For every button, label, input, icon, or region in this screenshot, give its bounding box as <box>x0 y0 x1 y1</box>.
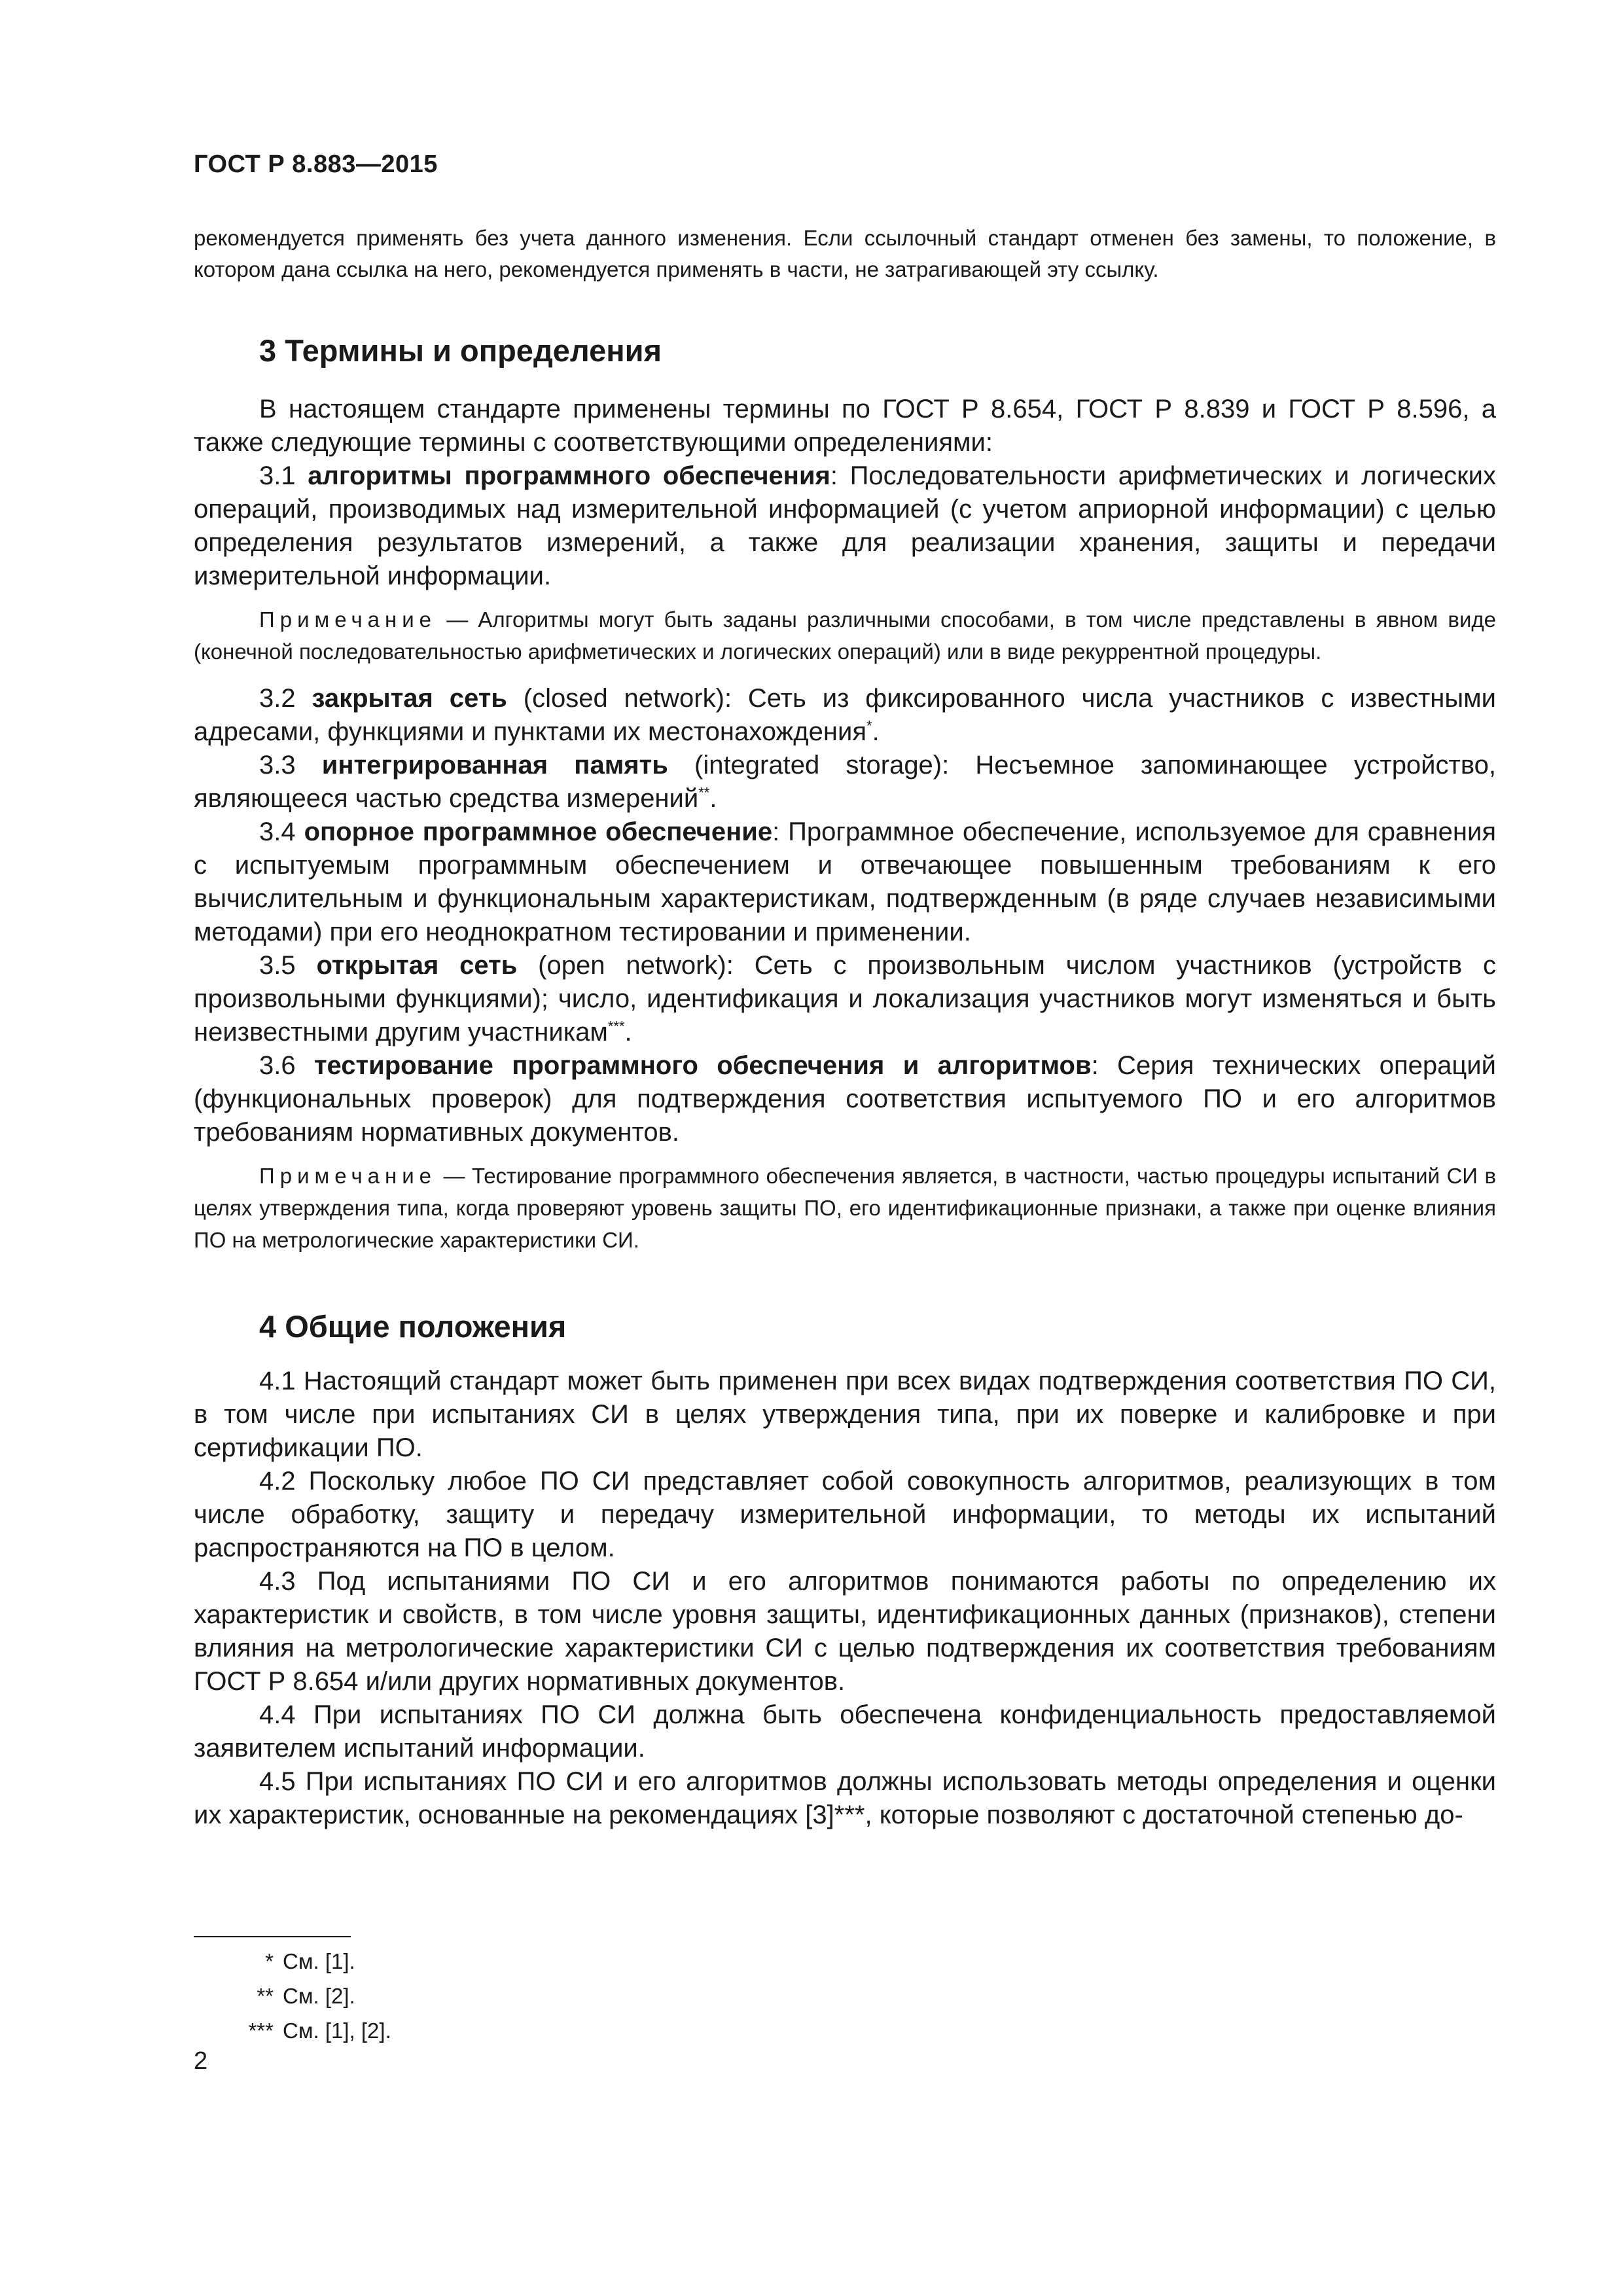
footnote-ref: ** <box>698 784 710 801</box>
footnotes <box>194 1944 391 2048</box>
term-3-6 <box>194 1049 1496 1149</box>
term-3-2 <box>194 682 1496 749</box>
term-number: 3.6 <box>259 1051 296 1080</box>
footnote-text: См. [1], [2]. <box>283 2018 391 2043</box>
term-3-3 <box>194 749 1496 816</box>
term-number: 3.1 <box>259 461 296 490</box>
footnote-mark: *** <box>248 2018 274 2043</box>
standard-header: ГОСТ Р 8.883—2015 <box>194 151 438 178</box>
term-name: алгоритмы программного обеспечения <box>308 461 830 490</box>
paragraph-4-2: 4.2 Поскольку любое ПО СИ представляет собой совокупность алгоритмов, реализующих в том числе обработку, защиту и передачу измерительной информации, то методы их испытаний распространяются на ПО в целом. <box>194 1467 1496 1562</box>
term-3-1 <box>194 459 1496 593</box>
term-number: 3.2 <box>259 684 296 713</box>
footnote-text: См. [1]. <box>283 1949 355 1973</box>
paragraph-4-5: 4.5 При испытаниях ПО СИ и его алгоритмов должны использовать методы определения и оценки их характеристик, основанные на рекомендациях [3]***, которые позволяют с достаточной степенью до- <box>194 1767 1496 1829</box>
paragraph-4-3: 4.3 Под испытаниями ПО СИ и его алгоритмов понимаются работы по определению их характеристик и свойств, в том числе уровня защиты, идентификационных данных (признаков), степени влияния на метрологические характеристики СИ с целью подтверждения их соответствия требованиям ГОСТ Р 8.654 и/или других нормативных документов. <box>194 1567 1496 1696</box>
term-end: . <box>872 717 880 746</box>
term-name: закрытая сеть <box>312 684 507 713</box>
term-name: опорное программное обеспечение <box>304 817 773 846</box>
section-4-heading: 4 Общие положения <box>259 1309 567 1344</box>
page-number: 2 <box>194 2047 208 2075</box>
term-number: 3.3 <box>259 751 296 780</box>
term-end: . <box>624 1018 632 1047</box>
term-3-4 <box>194 816 1496 949</box>
term-definition: (closed network): Сеть из фиксированного числа участников с известными адресами, функциями и пунктами их местонахождения <box>194 684 1496 746</box>
note-text: — Алгоритмы могут быть заданы различными способами, в том числе представлены в явном виде (конечной последовательностью арифметических и логических операций) или в виде рекуррентной процедуры. <box>194 607 1496 664</box>
term-name: тестирование программного обеспечения и алгоритмов <box>313 1051 1092 1080</box>
term-number: 3.5 <box>259 951 296 980</box>
footnote-text: См. [2]. <box>283 1984 355 2008</box>
note-text: — Тестирование программного обеспечения является, в частности, частью процедуры испытаний СИ в целях утверждения типа, когда проверяют уровень защиты ПО, его идентификационные признаки, а также при оценке влияния ПО на метрологические характеристики СИ. <box>194 1164 1496 1252</box>
footnote-ref: *** <box>607 1018 625 1035</box>
term-definition: : Программное обеспечение, используемое для сравнения с испытуемым программным обеспечением и отвечающее повышенным требованиям к его вычислительным и функциональным характеристикам, подтвержденным (в ряде случаев независимыми методами) при его неоднократном тестировании и применении. <box>194 817 1496 946</box>
footnote-mark: ** <box>257 1984 274 2008</box>
term-definition: : Серия технических операций (функциональных проверок) для подтверждения соответствия испытуемого ПО и его алгоритмов требованиям нормативных документов. <box>194 1051 1496 1147</box>
footnote-item <box>194 2013 391 2048</box>
footnote-item <box>194 1979 391 2013</box>
term-name: интегрированная память <box>321 751 668 780</box>
footnote-ref: * <box>866 717 872 734</box>
section-3-intro: В настоящем стандарте применены термины по ГОСТ Р 8.654, ГОСТ Р 8.839 и ГОСТ Р 8.596, а также следующие термины с соответствующими определениями: <box>194 395 1496 457</box>
term-3-5 <box>194 949 1496 1049</box>
note-label: Примечание <box>259 1164 437 1188</box>
term-name: открытая сеть <box>316 951 518 980</box>
note-label: Примечание <box>259 607 437 632</box>
footnote-divider <box>194 1936 351 1937</box>
term-definition: : Последовательности арифметических и логических операций, производимых над измерительной информацией (с учетом априорной информации) с целью определения результатов измерений, а также для реализации хранения, защиты и передачи измерительной информации. <box>194 461 1496 590</box>
term-definition: (open network): Сеть с произвольным числом участников (устройств с произвольными функциями); число, идентификация и локализация участников могут изменяться и быть неизвестными другим участникам <box>194 951 1496 1047</box>
page-content <box>194 223 1496 1832</box>
footnote-item <box>194 1944 391 1979</box>
section-3-heading: 3 Термины и определения <box>259 333 662 368</box>
term-number: 3.4 <box>259 817 296 846</box>
note-3-6 <box>194 1160 1496 1256</box>
term-end: . <box>709 784 717 813</box>
footnote-mark: * <box>265 1949 274 1973</box>
term-definition: (integrated storage): Несъемное запоминающее устройство, являющееся частью средства измерений <box>194 751 1497 813</box>
note-3-1 <box>194 603 1496 668</box>
paragraph-4-1: 4.1 Настоящий стандарт может быть применен при всех видах подтверждения соответствия ПО СИ, в том числе при испытаниях СИ в целях утверждения типа, при их поверке и калибровке и при сертификации ПО. <box>194 1367 1496 1462</box>
continuation-paragraph: рекомендуется применять без учета данного изменения. Если ссылочный стандарт отменен без замены, то положение, в котором дана ссылка на него, рекомендуется применять в части, не затрагивающей эту ссылку. <box>194 226 1496 281</box>
paragraph-4-4: 4.4 При испытаниях ПО СИ должна быть обеспечена конфиденциальность предоставляемой заявителем испытаний информации. <box>194 1700 1496 1763</box>
